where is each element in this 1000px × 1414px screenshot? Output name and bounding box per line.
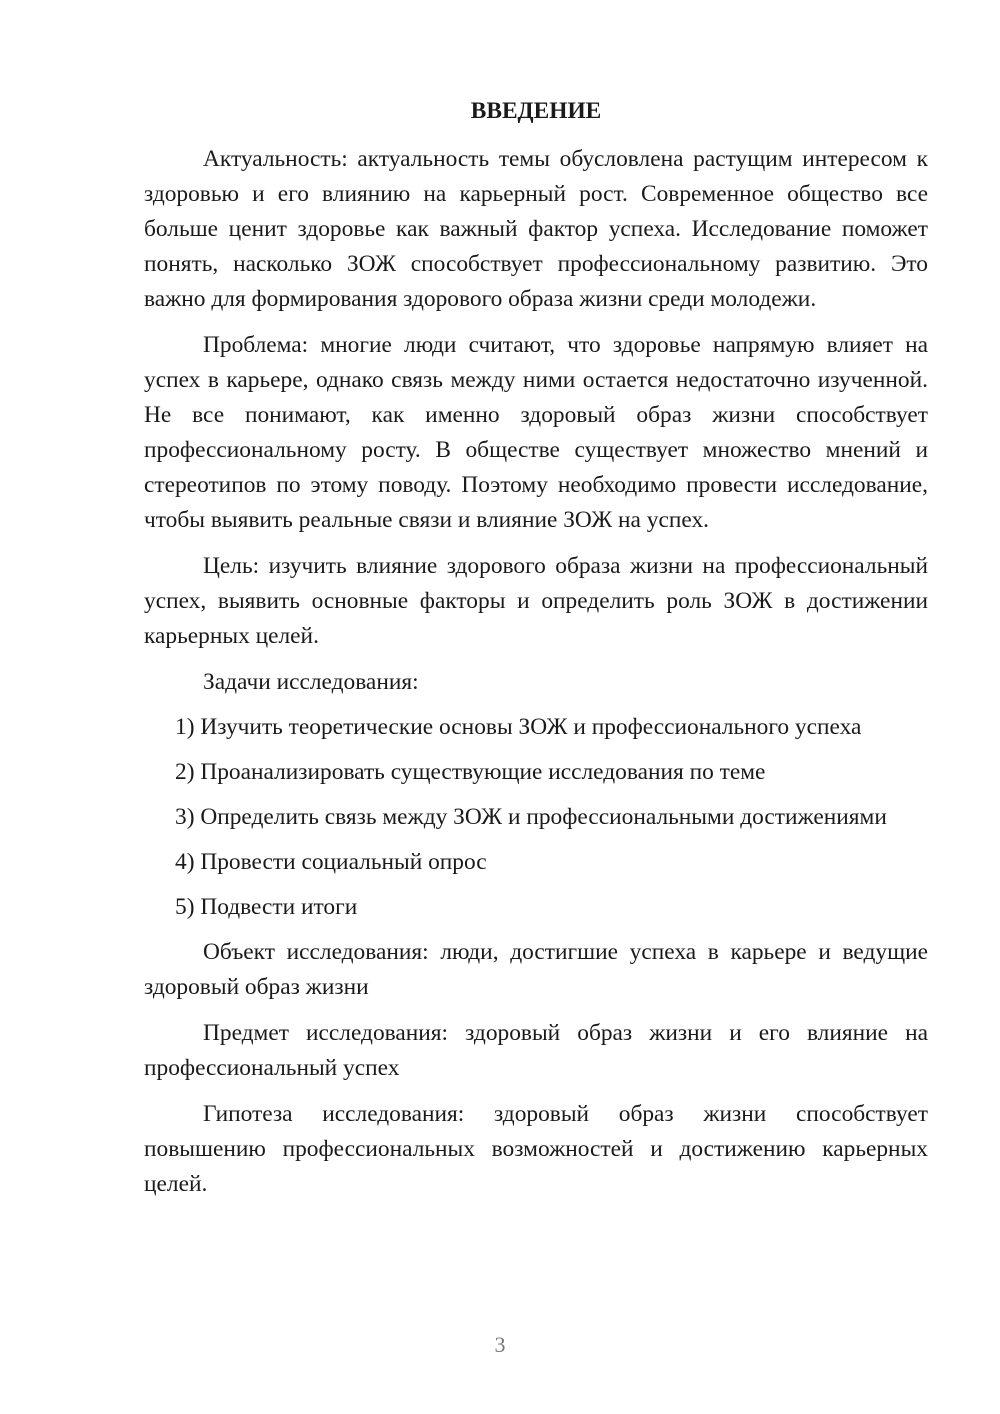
page-number: 3 [494,1332,506,1357]
task-item: 3) Определить связь между ЗОЖ и профессиональными достижениями [175,804,887,830]
tasks-heading: Задачи исследования: [203,669,419,695]
section-title: ВВЕДЕНИЕ [470,98,602,124]
task-item: 5) Подвести итоги [175,894,358,920]
hypothesis-paragraph: Гипотеза исследования: здоровый образ жизни способствует повышению профессиональных возможностей и достижению карьерных целей. [144,1101,928,1197]
relevance-paragraph: Актуальность: актуальность темы обусловлена растущим интересом к здоровью и его влиянию на карьерный рост. Современное общество все больше ценит здоровье как важный фактор успеха. Исследование поможет понять, насколько ЗОЖ способствует профессиональному развитию. Это важно для формирования здорового образа жизни среди молодежи. [144,146,928,312]
goal-paragraph: Цель: изучить влияние здорового образа жизни на профессиональный успех, выявить основные факторы и определить роль ЗОЖ в достижении карьерных целей. [144,553,928,649]
task-item: 2) Проанализировать существующие исследования по теме [175,759,766,785]
document-page [144,92,928,1213]
task-item: 1) Изучить теоретические основы ЗОЖ и профессионального успеха [175,714,862,740]
object-paragraph: Объект исследования: люди, достигшие успеха в карьере и ведущие здоровый образ жизни [144,939,928,1000]
task-item: 4) Провести социальный опрос [175,849,487,875]
task-list [144,710,928,925]
problem-paragraph: Проблема: многие люди считают, что здоровье напрямую влияет на успех в карьере, однако связь между ними остается недостаточно изученной. Не все понимают, как именно здоровый образ жизни способствует профессиональному росту. В обществе существует множество мнений и стереотипов по этому поводу. Поэтому необходимо провести исследование, чтобы выявить реальные связи и влияние ЗОЖ на успех. [144,332,928,533]
subject-paragraph: Предмет исследования: здоровый образ жизни и его влияние на профессиональный успех [144,1020,928,1081]
